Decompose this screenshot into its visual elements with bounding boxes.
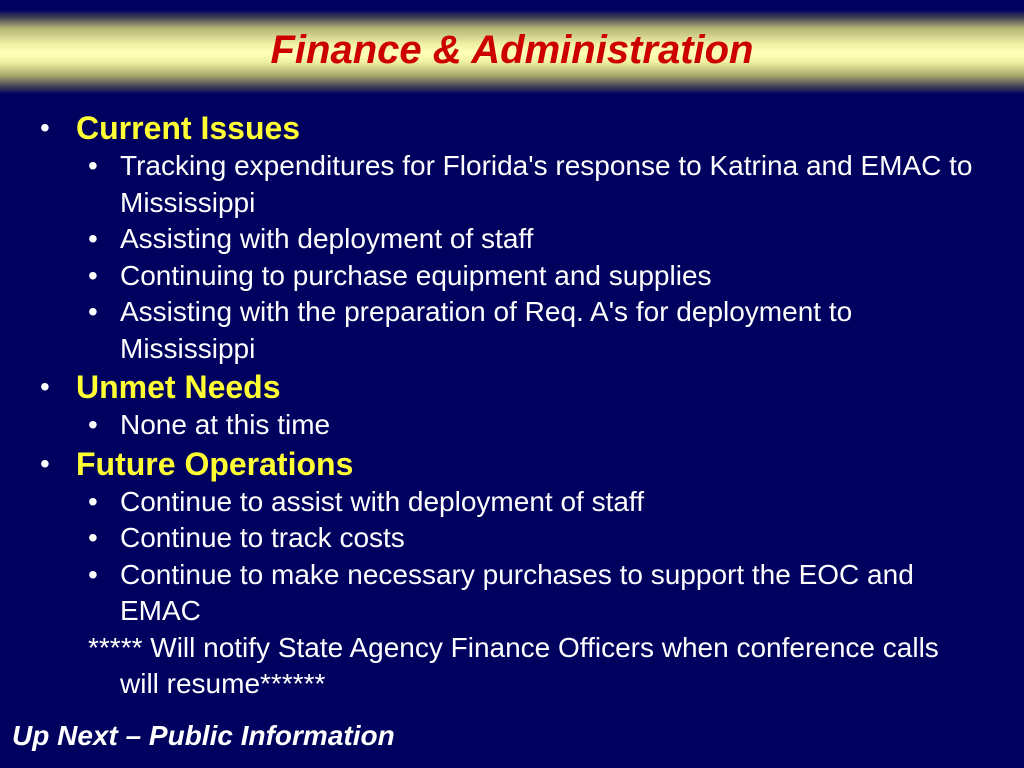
bullet-icon: •	[88, 223, 98, 254]
list-item	[0, 221, 1024, 258]
list-item	[0, 148, 1024, 221]
list-item	[0, 520, 1024, 557]
section-heading-text: Future Operations	[76, 445, 354, 482]
up-next-footer: Up Next – Public Information	[12, 720, 395, 751]
list-item-text: Continue to make necessary purchases to support the EOC and EMAC	[120, 558, 914, 626]
list-item-text: Assisting with deployment of staff	[120, 223, 534, 254]
section-unmet-needs	[0, 367, 1024, 444]
list-item-text: Tracking expenditures for Florida's response to Katrina and EMAC to Mississippi	[120, 150, 973, 218]
list-item-text: Continue to assist with deployment of staff	[120, 485, 644, 517]
slide-title: Finance & Administration	[270, 28, 754, 72]
section-heading	[0, 108, 1024, 148]
section-heading	[0, 444, 1024, 484]
list-item-text: Continue to track costs	[120, 522, 405, 553]
section-heading-text: Unmet Needs	[76, 369, 281, 405]
section-future-operations	[0, 444, 1024, 703]
bullet-icon: •	[40, 447, 50, 479]
list-item	[0, 294, 1024, 367]
list-item-text: Continuing to purchase equipment and supplies	[120, 259, 712, 291]
bullet-icon: •	[40, 112, 50, 143]
bullet-icon: •	[88, 296, 98, 327]
section-current-issues	[0, 108, 1024, 367]
bullet-icon: •	[88, 522, 98, 553]
section-heading	[0, 367, 1024, 407]
bullet-icon: •	[40, 371, 50, 402]
note-text: ***** Will notify State Agency Finance Officers when conference calls will resume******	[88, 631, 939, 699]
section-heading-text: Current Issues	[76, 110, 301, 146]
bullet-icon: •	[88, 409, 98, 440]
slide-content	[0, 108, 1024, 703]
list-item-text: None at this time	[120, 409, 331, 440]
bullet-icon: •	[88, 259, 98, 291]
list-item	[0, 484, 1024, 521]
list-item	[0, 258, 1024, 295]
bullet-icon: •	[88, 485, 98, 517]
bullet-icon: •	[88, 558, 98, 590]
list-item	[0, 407, 1024, 444]
list-item	[0, 557, 1024, 630]
list-item-text: Assisting with the preparation of Req. A's for deployment to Mississippi	[120, 296, 853, 364]
bullet-icon: •	[88, 150, 98, 181]
